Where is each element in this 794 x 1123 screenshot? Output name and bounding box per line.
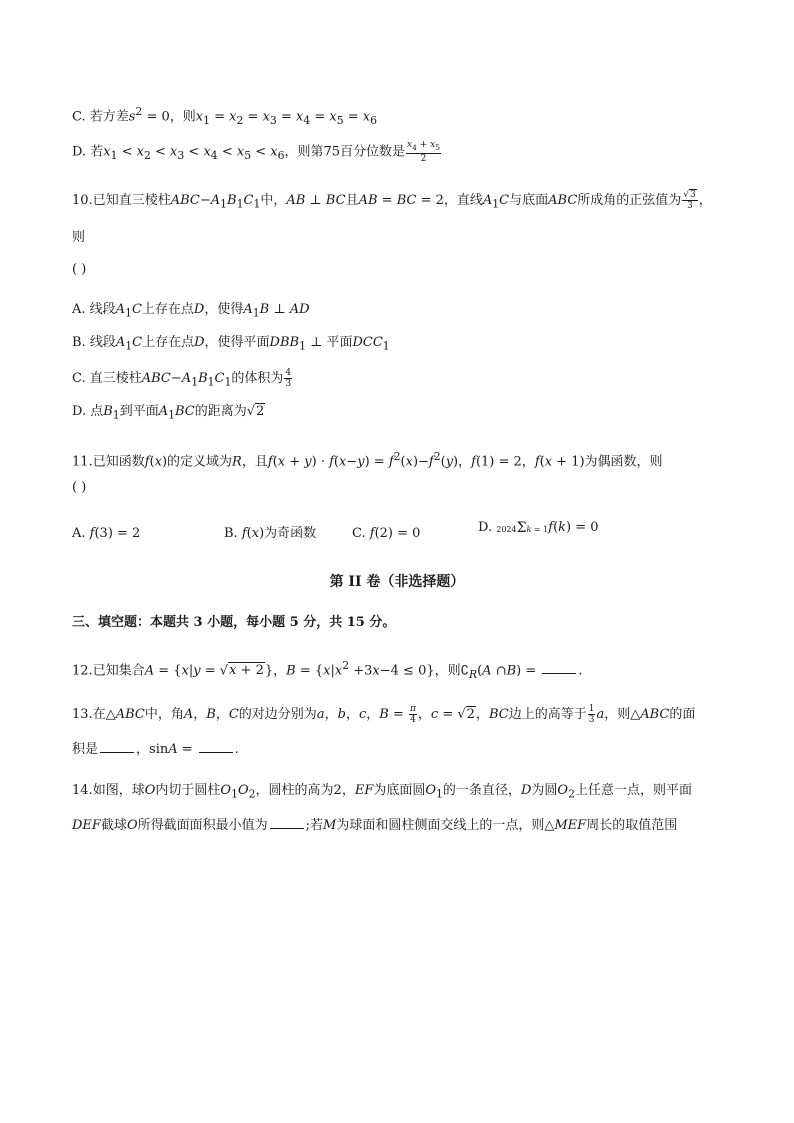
q12-stem: 12.已知集合A = {x|y = √x + 2}，$B = \{x|x^2 +3x-4 \le 0\}$，则$∁_R(A$ ∩B) = . xyxy=(72,659,583,681)
q13-sina-blank[interactable] xyxy=(199,740,233,753)
q10-paren: ( ) xyxy=(72,262,87,277)
q11-option-c: C. f(2) = 0 xyxy=(352,526,421,541)
q11-option-d: D. 2024Σk = 1f(k) = 0 xyxy=(478,519,599,536)
q10-option-d: D. 点$B_1$到平面$A_1BC$的距离为√2 xyxy=(72,404,265,422)
q14-line2: DEF截球O所得截面面积最小值为 ;若M为球面和圆柱侧面交线上的一点，则△MEF周长的取值范围 xyxy=(72,818,678,833)
q13-line2: 积是 ，sinA = . xyxy=(72,742,239,757)
q9-option-c: C. 若方差$s^2 = 0$，则$x_1 = x_2 = x_3 = x_4 = x_5 = x_6$ xyxy=(72,105,378,127)
q9-option-d: D. 若$x_1 < x_2 < x_3 < x_4 < x_5 < x_6$，则第75百分位数是 $\frac{x_4 + x_5}{2}$ xyxy=(72,140,441,164)
q10-stem: 10.已知直三棱柱$ABC-A_1B_1C_1$中，AB ⊥ BC且AB = BC = 2，直线$A_1C$与底面ABC所成角的正弦值为 $\frac{√3}{3}$ ， xyxy=(72,190,712,211)
q11-paren: ( ) xyxy=(72,480,87,495)
section-title: 第 II 卷（非选择题） xyxy=(329,574,465,590)
q10-option-b: B. 线段$A_1C$上存在点D，使得平面$DBB_1$ ⊥ 平面$DCC_1$ xyxy=(72,335,390,353)
q10-option-c: C. 直三棱柱$ABC-A_1B_1C_1$的体积为 $\frac{4}{3}$ xyxy=(72,368,292,389)
q11-stem: 11.已知函数f(x)的定义域为R，且$f(x + y) \cdot f(x-y) = f^2(x)-f^2(y)$，f(1) = 2，f(x + 1)为偶函数，则 xyxy=(72,450,663,470)
fill-in-header: 三、填空题：本题共 3 小题，每小题 5 分，共 15 分。 xyxy=(72,615,396,630)
q10-then: 则 xyxy=(72,230,86,245)
q11-option-b: B. f(x)为奇函数 xyxy=(224,526,317,541)
q13-area-blank[interactable] xyxy=(100,740,134,753)
q12-answer-blank[interactable] xyxy=(542,661,576,674)
q14-area-blank[interactable] xyxy=(270,816,304,829)
q10-option-a: A. 线段$A_1C$上存在点D，使得$A_1B$ ⊥ AD xyxy=(72,302,310,320)
q11-option-a: A. f(3) = 2 xyxy=(72,526,141,541)
q14-stem: 14.如图，球O内切于圆柱$O_1O_2$，圆柱的高为2，EF为底面圆$O_1$的一条直径，D为圆$O_2$上任意一点，则平面 xyxy=(72,783,692,801)
q13-stem: 13.在△ABC中，角A，B，C的对边分别为a，b，c，B = $\frac{\pi}{4}$ ，c = √2，BC边上的高等于 $\frac{1}{3}$ a，则△ABC的面 xyxy=(72,704,696,725)
